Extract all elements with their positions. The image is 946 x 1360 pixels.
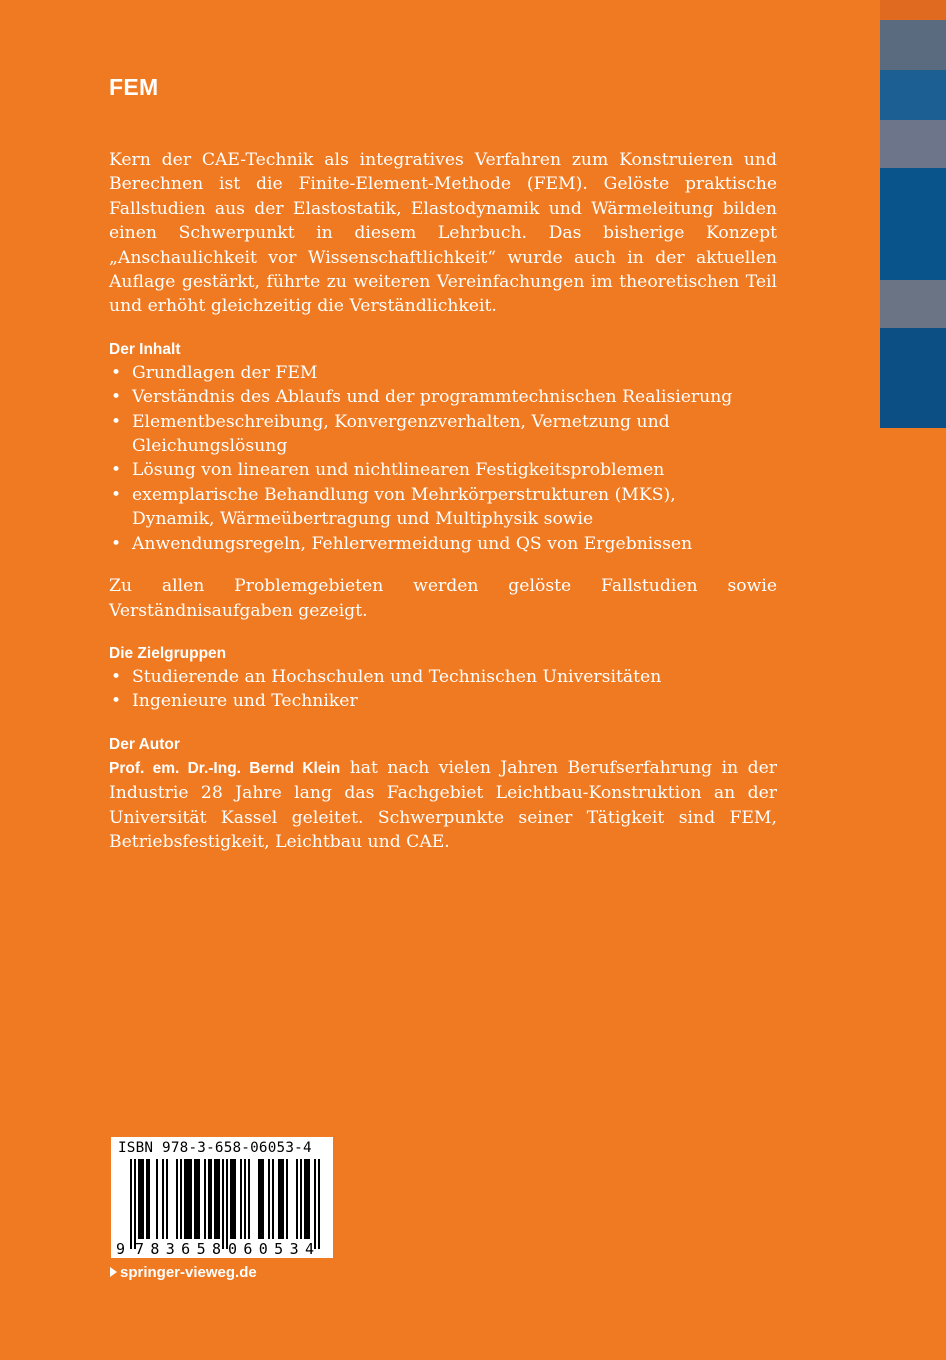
- barcode-bar: [280, 1159, 282, 1239]
- barcode-bar: [282, 1159, 284, 1239]
- barcode-bar: [286, 1159, 288, 1239]
- list-item: • Lösung von linearen und nichtlinearen Festigkeitsproblemen: [109, 458, 777, 482]
- bullet-icon: •: [111, 460, 122, 481]
- barcode-bar: [226, 1159, 228, 1249]
- barcode-bar: [278, 1159, 280, 1239]
- bullet-icon: •: [111, 484, 122, 505]
- list-item: • Studierende an Hochschulen und Technischen Universitäten: [109, 665, 777, 689]
- autor-heading: Der Autor: [109, 735, 180, 753]
- barcode-bars: [130, 1159, 320, 1249]
- edge-stripe: [880, 328, 946, 428]
- barcode-bar: [240, 1159, 242, 1239]
- ean-left-group: 783658: [135, 1240, 221, 1258]
- barcode-bar: [208, 1159, 210, 1239]
- barcode-bar: [268, 1159, 270, 1239]
- barcode-bar: [248, 1159, 250, 1239]
- bullet-icon: •: [111, 533, 122, 554]
- book-title: FEM: [109, 74, 159, 100]
- bullet-icon: •: [111, 411, 122, 432]
- zielgruppen-list: [109, 665, 777, 714]
- ean-barcode: [111, 1137, 333, 1258]
- author-name: Prof. em. Dr.-Ing. Bernd Klein: [109, 759, 341, 777]
- barcode-bar: [196, 1159, 198, 1239]
- barcode-bar: [194, 1159, 196, 1239]
- barcode-bar: [314, 1159, 316, 1249]
- barcode-bar: [198, 1159, 200, 1239]
- ean-right-group: 060534: [228, 1240, 314, 1258]
- publisher-url: springer-vieweg.de: [120, 1264, 257, 1281]
- barcode-bar: [176, 1159, 178, 1239]
- barcode-bar: [218, 1159, 220, 1239]
- edge-stripe: [880, 120, 946, 168]
- barcode-bar: [180, 1159, 182, 1239]
- barcode-bar: [300, 1159, 302, 1239]
- barcode-bar: [156, 1159, 158, 1239]
- barcode-bar: [140, 1159, 142, 1239]
- barcode-bar: [188, 1159, 190, 1239]
- barcode-bar: [210, 1159, 212, 1239]
- edge-stripe: [880, 280, 946, 328]
- barcode-bar: [162, 1159, 164, 1239]
- barcode-bar: [262, 1159, 264, 1239]
- barcode-bar: [138, 1159, 140, 1239]
- barcode-bar: [258, 1159, 260, 1239]
- barcode-bar: [234, 1159, 236, 1239]
- list-item: • Verständnis des Ablaufs und der programmtechnischen Realisierung: [109, 385, 777, 409]
- author-bio: hat nach vielen Jahren Berufserfahrung in der Industrie 28 Jahre lang das Fachgebiet Leichtbau-Konstruktion an der Universität Kassel geleitet. Schwerpunkte seiner Tätigkeit sind FEM, Betriebsfestigkeit, Leichtbau und CAE.: [109, 757, 778, 852]
- barcode-bar: [142, 1159, 144, 1239]
- barcode-bar: [186, 1159, 188, 1239]
- inhalt-list: [109, 361, 777, 556]
- barcode-bar: [148, 1159, 150, 1239]
- barcode-bar: [318, 1159, 320, 1249]
- barcode-bar: [214, 1159, 216, 1239]
- ean-first-digit: 9: [116, 1240, 126, 1258]
- bullet-icon: •: [111, 387, 122, 408]
- barcode: [111, 1137, 333, 1258]
- barcode-bar: [304, 1159, 306, 1239]
- isbn-label: ISBN 978-3-658-06053-4: [118, 1140, 312, 1156]
- inhalt-heading: Der Inhalt: [109, 340, 181, 358]
- barcode-bar: [230, 1159, 232, 1239]
- barcode-bar: [296, 1159, 298, 1239]
- zielgruppen-heading: Die Zielgruppen: [109, 644, 227, 662]
- edge-stripe: [880, 0, 946, 20]
- autor-paragraph: [109, 756, 777, 855]
- edge-stripe: [880, 70, 946, 120]
- intro-paragraph: Kern der CAE-Technik als integratives Verfahren zum Konstruieren und Berechnen ist die Finite-Element-Methode (FEM). Gelöste praktische Fallstudien aus der Elastostatik, Elastodynamik und Wärmeleitung bilden einen Schwerpunkt in diesem Lehrbuch. Das bisherige Konzept „Anschaulichkeit vor Wissenschaftlichkeit“ wurde auch in der aktuellen Auflage gestärkt, führte zu weiteren Vereinfachungen im theoretischen Teil und erhöht gleichzeitig die Verständlichkeit.: [109, 150, 777, 317]
- barcode-bar: [308, 1159, 310, 1239]
- barcode-bar: [222, 1159, 224, 1249]
- bullet-icon: •: [111, 691, 122, 712]
- barcode-bar: [134, 1159, 136, 1249]
- edge-stripe: [880, 20, 946, 70]
- barcode-bar: [216, 1159, 218, 1239]
- publisher-link[interactable]: [110, 1264, 257, 1281]
- barcode-bar: [146, 1159, 148, 1239]
- barcode-bar: [166, 1159, 168, 1239]
- list-item: • Grundlagen der FEM: [109, 361, 777, 385]
- barcode-bar: [232, 1159, 234, 1239]
- list-item: • Anwendungsregeln, Fehlervermeidung und QS von Ergebnissen: [109, 532, 777, 556]
- edge-stripe: [880, 168, 946, 280]
- list-item: • Elementbeschreibung, Konvergenzverhalten, Vernetzung und Gleichungslösung: [111, 411, 670, 457]
- barcode-bar: [184, 1159, 186, 1239]
- barcode-bar: [190, 1159, 192, 1239]
- barcode-bar: [260, 1159, 262, 1239]
- arrow-right-icon: [110, 1267, 117, 1277]
- problem-note: Zu allen Problemgebieten werden gelöste Fallstudien sowie Verständnisaufgaben gezeigt.: [109, 576, 777, 621]
- barcode-bar: [244, 1159, 246, 1239]
- list-item: • Ingenieure und Techniker: [109, 689, 777, 713]
- barcode-bar: [204, 1159, 206, 1239]
- bullet-icon: •: [111, 362, 122, 383]
- bullet-icon: •: [111, 666, 122, 687]
- barcode-bar: [272, 1159, 274, 1239]
- back-cover-text: [109, 148, 777, 854]
- barcode-bar: [306, 1159, 308, 1239]
- barcode-bar: [130, 1159, 132, 1249]
- list-item: • exemplarische Behandlung von Mehrkörperstrukturen (MKS), Dynamik, Wärmeübertragung und Multiphysik sowie: [111, 484, 676, 530]
